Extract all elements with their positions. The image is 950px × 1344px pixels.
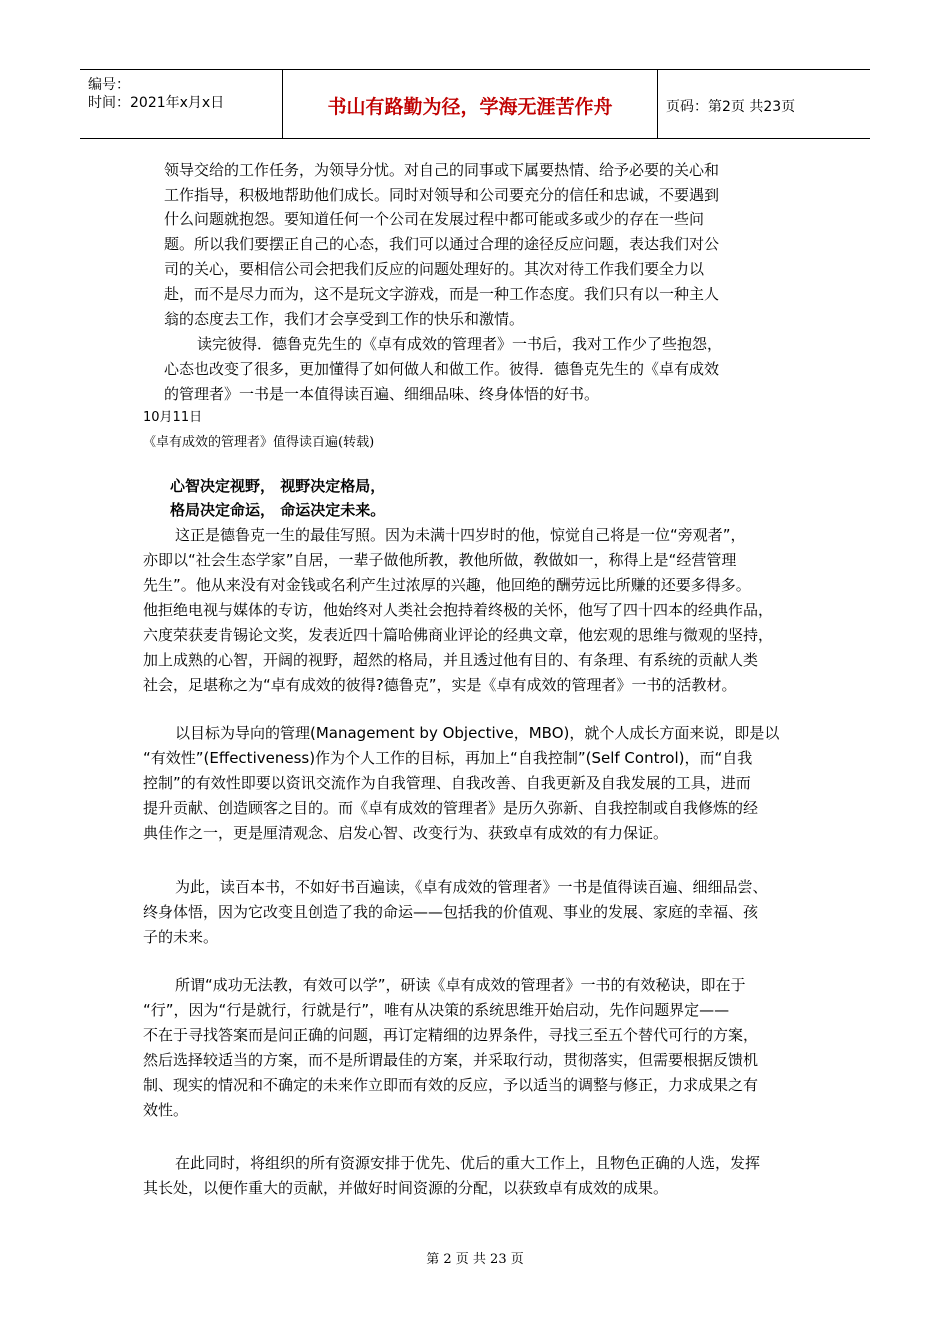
paragraph-line: 司的关心，要相信公司会把我们反应的问题处理好的。其次对待工作我们要全力以 bbox=[164, 260, 705, 278]
paragraph-line: 效性。 bbox=[143, 1101, 189, 1119]
paragraph-line: 社会，足堪称之为“卓有成效的彼得?德鲁克”，实是《卓有成效的管理者》一书的活教材。 bbox=[143, 676, 737, 694]
paragraph-line: 赴，而不是尽力而为，这不是玩文字游戏，而是一种工作态度。我们只有以一种主人 bbox=[164, 285, 720, 303]
paragraph-line: 领导交给的工作任务，为领导分忧。对自己的同事或下属要热情、给予必要的关心和 bbox=[164, 161, 720, 179]
motto: 书山有路勤为径，学海无涯苦作舟 bbox=[327, 96, 613, 118]
paragraph-line: 题。所以我们要摆正自己的心态，我们可以通过合理的途径反应问题，表达我们对公 bbox=[164, 235, 720, 253]
paragraph-line: 读完彼得．德鲁克先生的《卓有成效的管理者》一书后，我对工作少了些抱怨， bbox=[197, 335, 723, 353]
paragraph-line: 终身体悟，因为它改变且创造了我的命运——包括我的价值观、事业的发展、家庭的幸福、孩 bbox=[143, 903, 759, 921]
paragraph-line: 为此，读百本书，不如好书百遍读，《卓有成效的管理者》一书是值得读百遍、细细品尝、 bbox=[175, 878, 768, 896]
paragraph-line: 以目标为导向的管理(Management by Objective，MBO)，就个人成长方面来说，即是以 bbox=[175, 724, 780, 742]
header-motto-cell bbox=[283, 70, 658, 138]
article-title: 《卓有成效的管理者》值得读百遍(转载) bbox=[143, 435, 375, 450]
page-code: 页码：第2页 共23页 bbox=[666, 99, 796, 115]
page-footer: 第 2 页 共 23 页 bbox=[426, 1252, 524, 1267]
document-number-label: 编号： bbox=[88, 77, 130, 93]
paragraph-line: “行”，因为“行是就行，行就是行”，唯有从决策的系统思维开始启动，先作问题界定—— bbox=[143, 1001, 730, 1019]
paragraph-line: 的管理者》一书是一本值得读百遍、细细品味、终身体悟的好书。 bbox=[164, 385, 600, 403]
paragraph-line: 然后选择较适当的方案，而不是所谓最佳的方案，并采取行动，贯彻落实，但需要根据反馈机 bbox=[143, 1051, 759, 1069]
document-date: 时间：2021年x月x日 bbox=[88, 95, 225, 111]
paragraph-line: 其长处，以便作重大的贡献，并做好时间资源的分配，以获致卓有成效的成果。 bbox=[143, 1179, 669, 1197]
paragraph-line: 工作指导，积极地帮助他们成长。同时对领导和公司要充分的信任和忠诚，不要遇到 bbox=[164, 186, 720, 204]
paragraph-line: 亦即以“社会生态学家”自居，一辈子做他所教，教他所做，敎做如一，称得上是“经营管理 bbox=[143, 551, 737, 569]
paragraph-line: 控制”的有效性即要以资讯交流作为自我管理、自我改善、自我更新及自我发展的工具，进而 bbox=[143, 774, 751, 792]
paragraph-line: 提升贡献、创造顾客之目的。而《卓有成效的管理者》是历久弥新、自我控制或自我修炼的经 bbox=[143, 799, 759, 817]
paragraph-line: 所谓“成功无法教，有效可以学”，研读《卓有成效的管理者》一书的有效秘诀，即在于 bbox=[175, 976, 746, 994]
paragraph-line: 他拒绝电视与媒体的专访，他始终对人类社会抱持着终极的关怀，他写了四十四本的经典作品， bbox=[143, 601, 774, 619]
date-entry: 10月11日 bbox=[143, 410, 203, 425]
page-header bbox=[80, 69, 870, 139]
paragraph-line: 六度荣获麦肯锡论文奖，发表近四十篇哈佛商业评论的经典文章，他宏观的思维与微观的坚持， bbox=[143, 626, 774, 644]
quote-line: 格局决定命运， 命运决定未来。 bbox=[170, 501, 386, 519]
paragraph-line: 翁的态度去工作，我们才会享受到工作的快乐和激情。 bbox=[164, 310, 525, 328]
header-info-cell bbox=[80, 70, 283, 138]
paragraph-line: “有效性”(Effectiveness)作为个人工作的目标，再加上“自我控制”(Self Control)，而“自我 bbox=[143, 749, 753, 767]
paragraph-line: 什么问题就抱怨。要知道任何一个公司在发展过程中都可能或多或少的存在一些问 bbox=[164, 210, 705, 228]
paragraph-line: 加上成熟的心智，开阔的视野，超然的格局，并且透过他有目的、有条理、有系统的贡献人类 bbox=[143, 651, 759, 669]
paragraph-line: 不在于寻找答案而是问正确的问题，再订定精细的边界条件，寻找三至五个替代可行的方案， bbox=[143, 1026, 759, 1044]
paragraph-line: 在此同时，将组织的所有资源安排于优先、优后的重大工作上，且物色正确的人选，发挥 bbox=[175, 1154, 761, 1172]
paragraph-line: 制、现实的情况和不确定的未来作立即而有效的反应，予以适当的调整与修正，力求成果之有 bbox=[143, 1076, 759, 1094]
paragraph-line: 心态也改变了很多，更加懂得了如何做人和做工作。彼得．德鲁克先生的《卓有成效 bbox=[164, 360, 720, 378]
paragraph-line: 这正是德鲁克一生的最佳写照。因为未满十四岁时的他，惊觉自己将是一位“旁观者”， bbox=[175, 526, 746, 544]
quote-line: 心智决定视野， 视野决定格局， bbox=[170, 477, 386, 495]
paragraph-line: 子的未来。 bbox=[143, 928, 219, 946]
paragraph-line: 典佳作之一，更是厘清观念、启发心智、改变行为、获致卓有成效的有力保证。 bbox=[143, 824, 669, 842]
paragraph-line: 先生”。他从来没有对金钱或名利产生过浓厚的兴趣，他回绝的酬劳远比所赚的还要多得多。 bbox=[143, 576, 751, 594]
header-page-cell bbox=[658, 70, 870, 138]
